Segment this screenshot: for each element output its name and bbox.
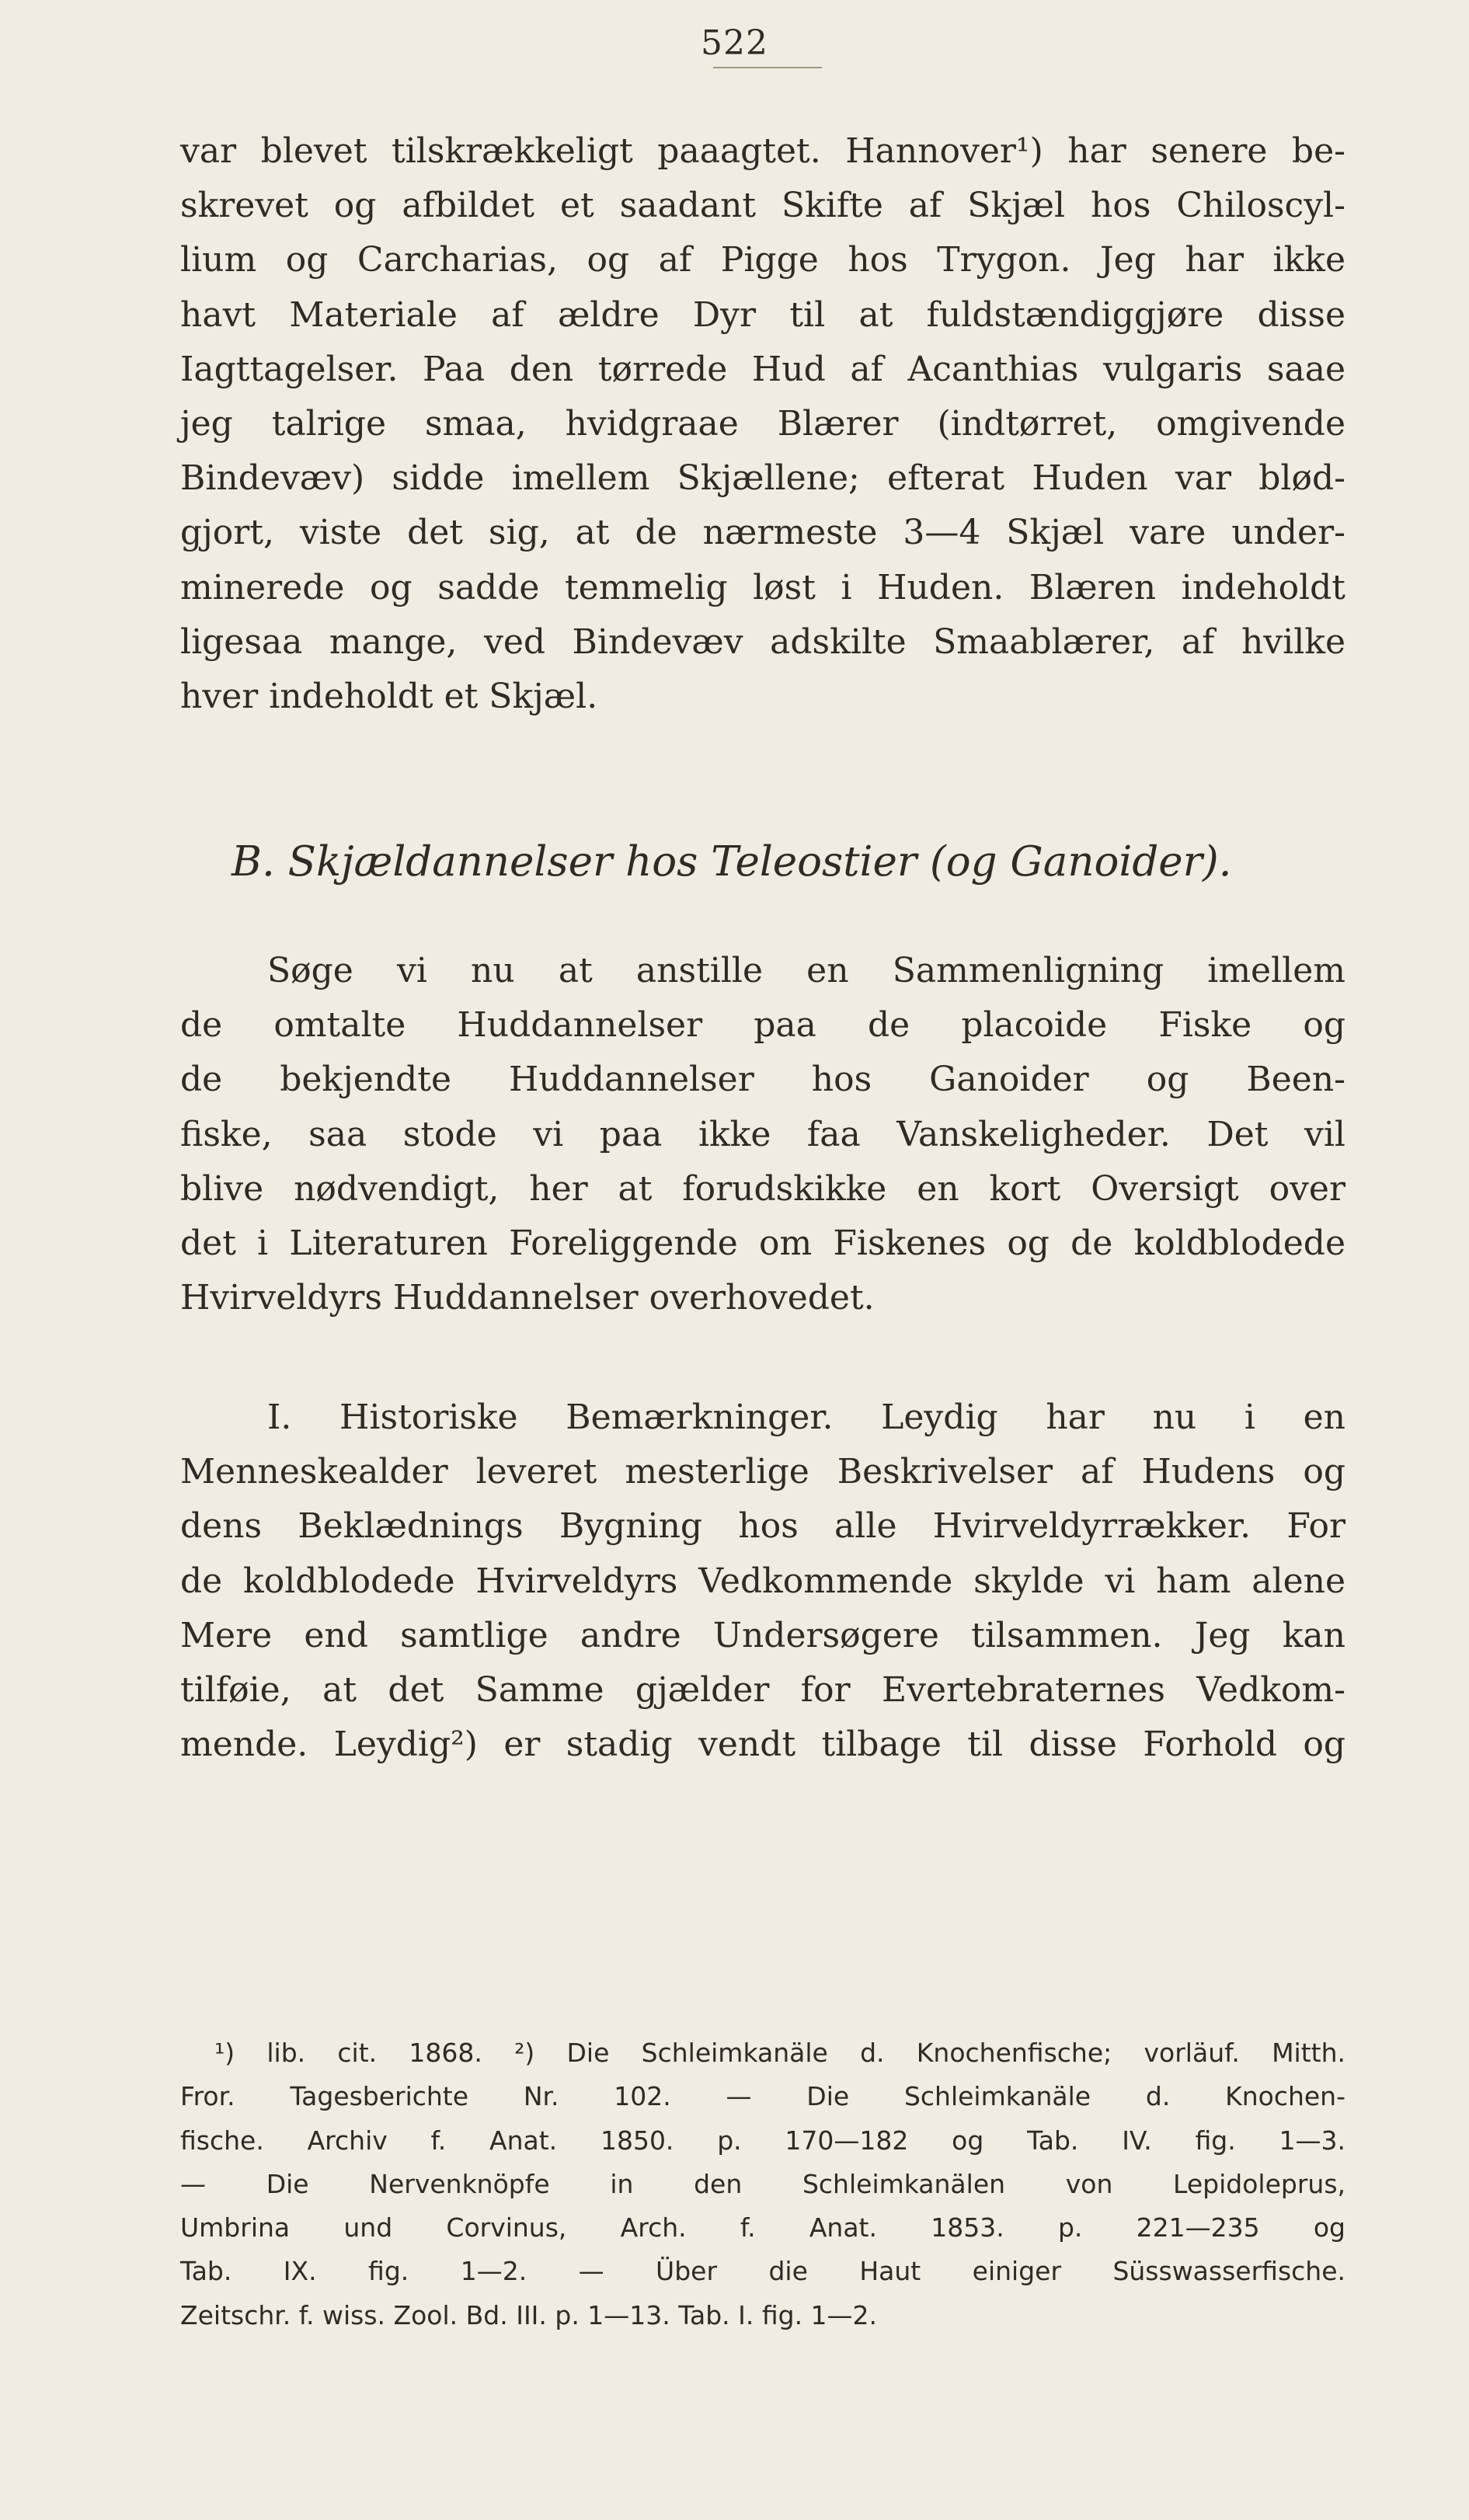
text-line: ligesaa mange, ved Bindevæv adskilte Smaablærer, af hvilke [180,621,1345,662]
text-line: Iagttagelser. Paa den tørrede Hud af Acanthias vulgaris saae [180,349,1345,389]
text-line: jeg talrige smaa, hvidgraae Blærer (indtørret, omgivende [180,403,1345,444]
page-number: 522 [701,23,768,63]
text-line: de omtalte Huddannelser paa de placoide Fiske og [180,1005,1345,1046]
text-line: minerede og sadde temmelig løst i Huden. Blæren indeholdt [180,567,1345,607]
text-line: Hvirveldyrs Huddannelser overhovedet. [180,1278,875,1318]
footnotes [180,2031,1345,2337]
text-line: lium og Carcharias, og af Pigge hos Trygon. Jeg har ikke [180,240,1345,280]
section-heading: B. Skjældannelser hos Teleostier (og Ganoider). [231,838,1232,886]
paragraph-intro [180,944,1345,1325]
text-line: de koldblodede Hvirveldyrs Vedkommende skylde vi ham alene [180,1561,1345,1601]
footnote-line: Fror. Tagesberichte Nr. 102. — Die Schleimkanäle d. Knochen- [180,2081,1345,2112]
text-line: det i Literaturen Foreliggende om Fiskenes og de koldblodede [180,1223,1345,1263]
text-line: mende. Leydig²) er stadig vendt tilbage til disse Forhold og [180,1725,1345,1765]
text-line: Bindevæv) sidde imellem Skjællene; efterat Huden var blød- [180,458,1345,499]
text-line: hver indeholdt et Skjæl. [180,676,598,716]
text-line: dens Beklædnings Bygning hos alle Hvirveldyrrækker. For [180,1506,1345,1547]
footnote-line: Umbrina und Corvinus, Arch. f. Anat. 1853. p. 221—235 og [180,2212,1345,2243]
text-line: gjort, viste det sig, at de nærmeste 3—4 Skjæl vare under- [180,513,1345,553]
footnote-line: ¹) lib. cit. 1868. ²) Die Schleimkanäle d. Knochenfische; vorläuf. Mitth. [214,2038,1345,2068]
text-line: Søge vi nu at anstille en Sammenligning imellem [267,951,1345,990]
text-line: tilføie, at det Samme gjælder for Evertebraternes Vedkom- [180,1669,1345,1710]
text-line: fiske, saa stode vi paa ikke faa Vanskeligheder. Det vil [180,1114,1345,1154]
footnote-line: Tab. IX. fig. 1—2. — Über die Haut einiger Süsswasserfische. [180,2256,1345,2287]
paragraph-continuation [180,124,1345,724]
text-line: I. Historiske Bemærkninger. Leydig har nu i en [267,1397,1345,1437]
page-number-rule [713,67,822,68]
paragraph-historical [180,1391,1345,1772]
text-line: Mere end samtlige andre Undersøgere tilsammen. Jeg kan [180,1615,1345,1655]
text-line: skrevet og afbildet et saadant Skifte af Skjæl hos Chiloscyl- [180,186,1345,226]
text-line: blive nødvendigt, her at forudskikke en kort Oversigt over [180,1168,1345,1209]
footnote-line: fische. Archiv f. Anat. 1850. p. 170—182 og Tab. IV. fig. 1—3. [180,2125,1345,2156]
footnote-line: Zeitschr. f. wiss. Zool. Bd. III. p. 1—13. Tab. I. fig. 1—2. [180,2299,878,2330]
text-line: var blevet tilskrækkeligt paaagtet. Hannover¹) har senere be- [180,131,1345,171]
text-line: Menneskealder leveret mesterlige Beskrivelser af Hudens og [180,1452,1345,1492]
text-line: de bekjendte Huddannelser hos Ganoider og Been- [180,1060,1345,1100]
text-line: havt Materiale af ældre Dyr til at fuldstændiggjøre disse [180,294,1345,335]
footnote-line: — Die Nervenknöpfe in den Schleimkanälen von Lepidoleprus, [180,2168,1345,2199]
